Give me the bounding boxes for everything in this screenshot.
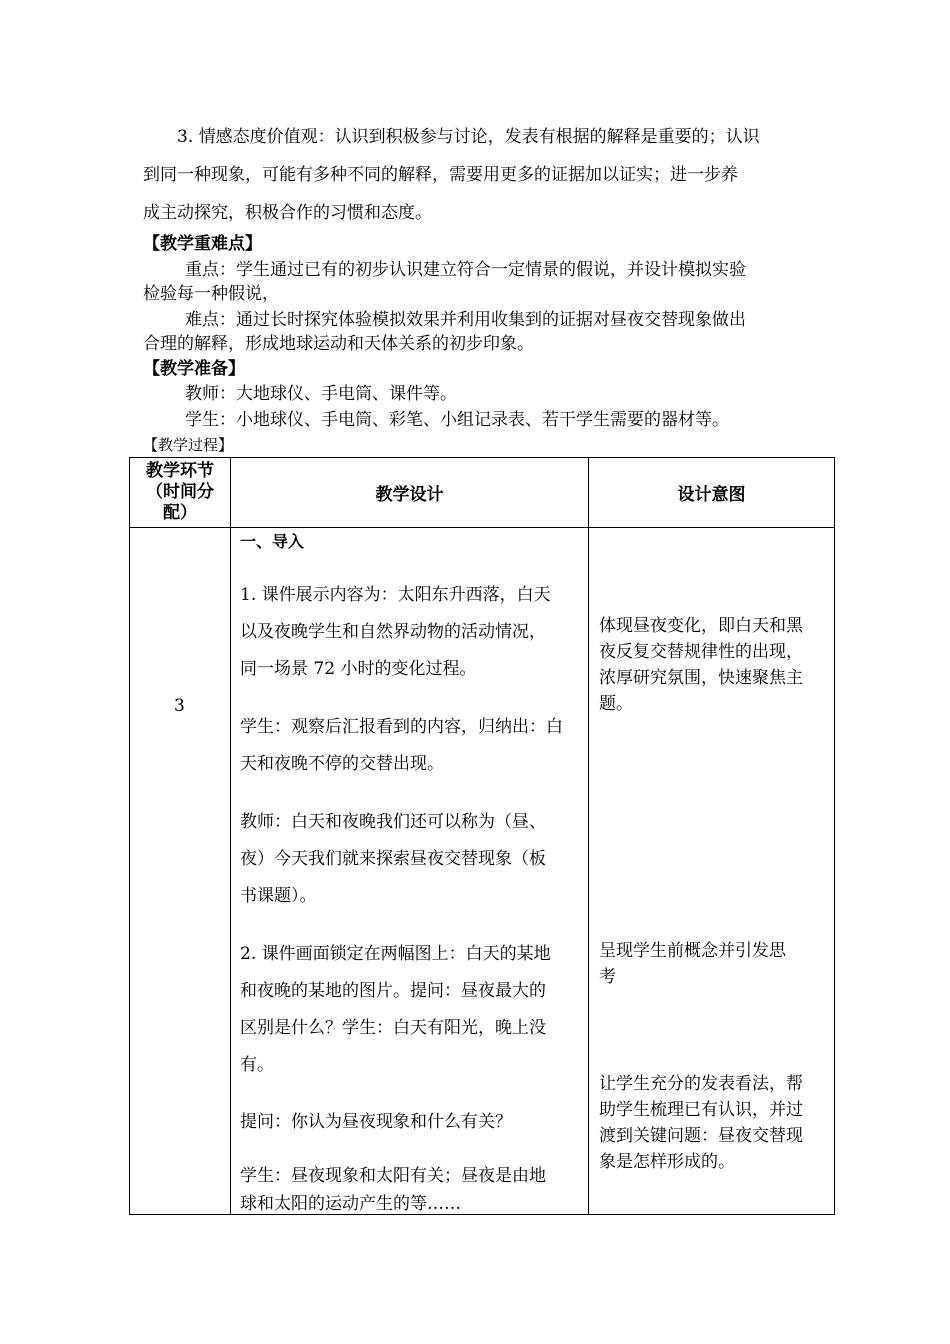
header-stage-line: 配）: [163, 503, 197, 523]
header-stage-line: 教学环节: [146, 461, 214, 481]
intent-text: 呈现学生前概念并引发思: [599, 941, 786, 961]
lesson-table: [129, 457, 835, 1215]
design-text: 学生：昼夜现象和太阳有关；昼夜是由地: [240, 1166, 546, 1186]
student-materials: 学生：小地球仪、手电筒、彩笔、小组记录表、若干学生需要的器材等。: [185, 410, 729, 430]
preparation-heading: 【教学准备】: [143, 359, 245, 379]
design-text: 和夜晚的某地的图片。提问：昼夜最大的: [240, 981, 546, 1001]
design-text: 2. 课件画面锁定在两幅图上：白天的某地: [240, 944, 551, 964]
intent-text: 让学生充分的发表看法，帮: [599, 1074, 803, 1094]
design-text: 书课题）。: [240, 886, 317, 906]
design-text: 夜）今天我们就来探索昼夜交替现象（板: [240, 849, 546, 869]
header-stage: [130, 458, 231, 528]
design-text: 同一场景 72 小时的变化过程。: [240, 659, 477, 679]
time-cell: [130, 528, 231, 1215]
section-title: 一、导入: [240, 532, 305, 551]
intent-text: 考: [599, 967, 616, 987]
intent-text: 象是怎样形成的。: [599, 1152, 735, 1172]
key-points-heading: 【教学重难点】: [143, 234, 262, 254]
design-text: 学生：观察后汇报看到的内容，归纳出：白: [240, 717, 563, 737]
process-heading: 【教学过程】: [143, 436, 234, 454]
difficulty-text: 合理的解释，形成地球运动和天体关系的初步印象。: [143, 334, 534, 354]
focus-text: 重点：学生通过已有的初步认识建立符合一定情景的假说，并设计模拟实验: [185, 260, 746, 280]
design-text: 提问：你认为昼夜现象和什么有关？: [240, 1112, 512, 1132]
header-intent: 设计意图: [589, 458, 835, 528]
design-text: 有。: [240, 1055, 274, 1075]
intent-cell: [589, 528, 835, 1215]
header-stage-line: （时间分: [146, 482, 214, 502]
design-text: 1. 课件展示内容为：太阳东升西落，白天: [240, 585, 551, 605]
intent-text: 夜反复交替规律性的出现，: [599, 642, 803, 662]
focus-text: 检验每一种假说，: [143, 284, 279, 304]
objective-line: 3. 情感态度价值观：认识到积极参与讨论，发表有根据的解释是重要的；认识: [177, 127, 760, 147]
design-text: 区别是什么？学生：白天有阳光，晚上没: [240, 1018, 546, 1038]
header-design: 教学设计: [231, 458, 589, 528]
difficulty-text: 难点：通过长时探究体验模拟效果并利用收集到的证据对昼夜交替现象做出: [185, 310, 746, 330]
design-text: 天和夜晚不停的交替出现。: [240, 754, 444, 774]
objective-line: 成主动探究，积极合作的习惯和态度。: [143, 203, 432, 223]
design-text: 教师：白天和夜晚我们还可以称为（昼、: [240, 812, 546, 832]
design-text: 以及夜晚学生和自然界动物的活动情况，: [240, 622, 546, 642]
intent-text: 浓厚研究氛围，快速聚焦主: [599, 668, 803, 688]
intent-text: 助学生梳理已有认识，并过: [599, 1100, 803, 1120]
time-value: 3: [174, 696, 185, 716]
design-text: 球和太阳的运动产生的等……: [240, 1194, 461, 1214]
table-header-row: [130, 458, 835, 528]
intent-text: 题。: [599, 694, 633, 714]
intent-text: 体现昼夜变化，即白天和黑: [599, 616, 803, 636]
teacher-materials: 教师：大地球仪、手电筒、课件等。: [185, 384, 457, 404]
intent-text: 渡到关键问题：昼夜交替现: [599, 1126, 803, 1146]
table-row: [130, 528, 835, 1215]
design-cell: [231, 528, 589, 1215]
objective-line: 到同一种现象，可能有多种不同的解释，需要用更多的证据加以证实；进一步养: [143, 165, 738, 185]
